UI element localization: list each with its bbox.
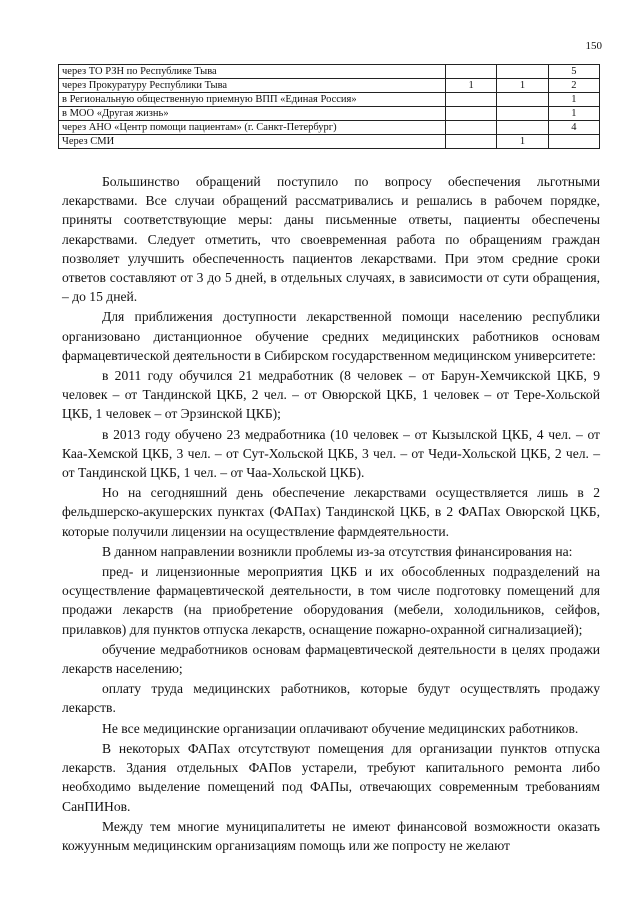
table-row [59, 93, 600, 107]
paragraph: Не все медицинские организации оплачивают обучение медицинских работников. [102, 720, 579, 736]
table-cell: 1 [497, 135, 548, 149]
table-row [59, 107, 600, 121]
table-cell: 1 [548, 93, 599, 107]
table-cell [446, 93, 497, 107]
table-cell-label: через АНО «Центр помощи пациентам» (г. Санкт-Петербург) [59, 121, 446, 135]
table-cell: 5 [548, 65, 599, 79]
body-text [62, 172, 600, 856]
table-cell-label: через ТО РЗН по Республике Тыва [59, 65, 446, 79]
table-cell: 2 [548, 79, 599, 93]
table-cell-label: Через СМИ [59, 135, 446, 149]
paragraph: обучение медработников основам фармацевтической деятельности в целях продажи лекарств населению; [62, 641, 600, 677]
table-cell [446, 135, 497, 149]
paragraph: Для приближения доступности лекарственной помощи населению республики организовано дистанционное обучение средних медицинских работников основам фармацевтической деятельности в Сибирском государственном медицинском университете: [62, 309, 600, 363]
table-cell [497, 107, 548, 121]
paragraph: в 2013 году обучено 23 медработника (10 человек – от Кызылской ЦКБ, 4 чел. – от Каа-Хемской ЦКБ, 3 чел. – от Сут-Хольской ЦКБ, 3 чел. – от Чеди-Хольской ЦКБ, 2 чел. – от Тандинской ЦКБ, 1 чел. – от Чаа-Хольской ЦКБ). [62, 426, 600, 481]
table-row [59, 79, 600, 93]
table-row [59, 135, 600, 149]
table-cell [446, 107, 497, 121]
appeals-table [58, 64, 600, 149]
paragraph: оплату труда медицинских работников, которые будут осуществлять продажу лекарств. [62, 681, 600, 716]
table-cell: 1 [548, 107, 599, 121]
page-number: 150 [585, 40, 602, 52]
table-row [59, 121, 600, 135]
paragraph: пред- и лицензионные мероприятия ЦКБ и их обособленных подразделений на осуществление фармацевтической деятельности, в том числе подготовку помещений для продажи лекарств (на приобретение оборудования (мебели, холодильников, сейфов, прилавков) для пунктов отпуска лекарств, оснащение пожарно-охранной сигнализацией); [62, 564, 600, 637]
table-cell: 4 [548, 121, 599, 135]
paragraph: В некоторых ФАПах отсутствуют помещения для организации пунктов отпуска лекарств. Здания отдельных ФАПов устарели, требуют капитального ремонта либо необходимо выделение помещений под ФАПы, отвечающих современным требованиям СанПИНов. [62, 740, 600, 814]
table-row [59, 65, 600, 79]
table-cell [446, 65, 497, 79]
table-cell [497, 121, 548, 135]
table-cell [548, 135, 599, 149]
table-cell-label: в МОО «Другая жизнь» [59, 107, 446, 121]
table-cell [446, 121, 497, 135]
paragraph: в 2011 году обучился 21 медработник (8 человек – от Барун-Хемчикской ЦКБ, 9 человек – от Тандинской ЦКБ, 2 чел. – от Овюрской ЦКБ, 1 человек – от Тере-Хольской ЦКБ, 1 человек – от Эрзинской ЦКБ); [62, 368, 600, 422]
paragraph: Но на сегодняшний день обеспечение лекарствами осуществляется лишь в 2 фельдшерско-акушерских пунктах (ФАПах) Тандинской ЦКБ, в 2 ФАПах Овюрской ЦКБ, которые получили лицензии на осуществление фармдеятельности. [62, 485, 600, 539]
table-cell [497, 65, 548, 79]
table-cell: 1 [497, 79, 548, 93]
table-cell: 1 [446, 79, 497, 93]
paragraph: Между тем многие муниципалитеты не имеют финансовой возможности оказать кожуунным медицинским организациям помощь или же попросту не желают [62, 818, 600, 853]
paragraph: Большинство обращений поступило по вопросу обеспечения льготными лекарствами. Все случаи обращений рассматривались и решались в рабочем порядке, приняты соответствующие меры: даны письменные ответы, пациенты обеспечены лекарствами. Следует отметить, что своевременная работа по обращениям граждан позволяет улучшить обеспеченность пациентов лекарствами. При этом средние сроки ответов составляют от 3 до 5 дней, в отдельных случаях, в зависимости от сути обращения, – до 15 дней. [62, 174, 600, 305]
table-cell-label: в Региональную общественную приемную ВПП «Единая Россия» [59, 93, 446, 107]
table-cell-label: через Прокуратуру Республики Тыва [59, 79, 446, 93]
paragraph: В данном направлении возникли проблемы из-за отсутствия финансирования на: [102, 543, 573, 559]
table-cell [497, 93, 548, 107]
